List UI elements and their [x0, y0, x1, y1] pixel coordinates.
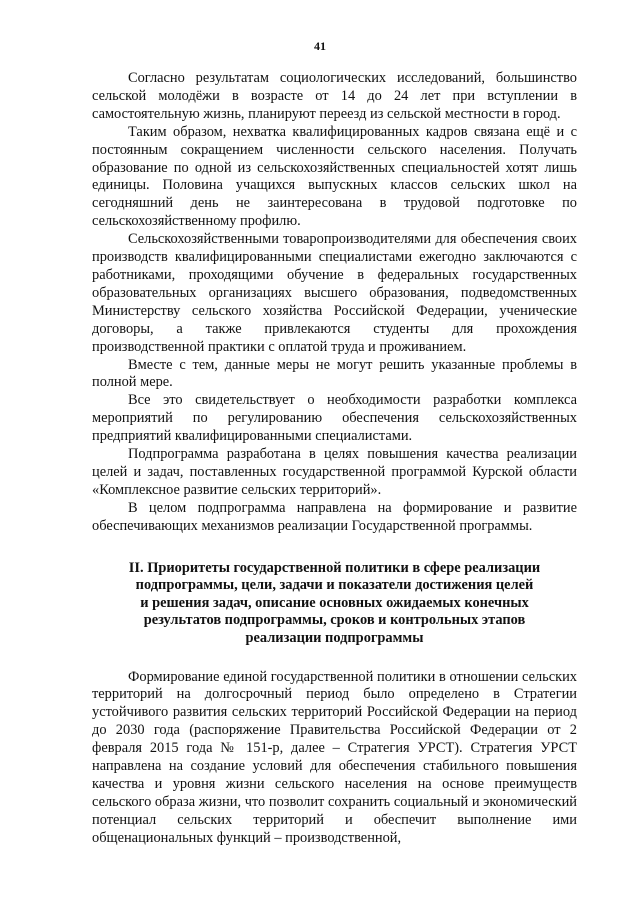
section-heading-line: подпрограммы, цели, задачи и показатели достижения целей [135, 577, 534, 594]
paragraph: Согласно результатам социологических исследований, большинство сельской молодёжи в возрасте от 14 до 24 лет при вступлении в самостоятельную жизнь, планируют переезд из сельской местности в город. [92, 70, 577, 122]
section-heading-line: II. Приоритеты государственной политики в сфере реализации [128, 559, 541, 576]
section-heading-line: и решения задач, описание основных ожидаемых конечных [140, 594, 529, 611]
document-body [92, 70, 577, 848]
page-number: 41 [314, 39, 326, 53]
paragraph: Формирование единой государственной политики в отношении сельских территорий на долгосрочный период было определено в Стратегии устойчивого развития сельских территорий Российской Федерации на период до 2030 года (распоряжение Правительства Российской Федерации от 2 февраля 2015 года № 151-р, далее – Стратегия УРСТ). Стратегия УРСТ направлена на создание условий для обеспечения стабильного повышения качества и уровня жизни сельского населения на основе преимуществ сельского образа жизни, что позволит сохранить социальный и экономический потенциал сельских территорий и обеспечит выполнение ими общенациональных функций – производственной, [92, 668, 577, 846]
section-heading [92, 560, 577, 648]
paragraph: Таким образом, нехватка квалифицированных кадров связана ещё и с постоянным сокращением численности сельского населения. Получать образование по одной из сельскохозяйственных специальностей хотят лишь единицы. Половина учащихся выпускных классов сельских школ на сегодняшний день не заинтересована в трудовой подготовке по сельскохозяйственному профилю. [92, 123, 577, 230]
paragraph: Сельскохозяйственными товаропроизводителями для обеспечения своих производств квалифицированными специалистами ежегодно заключаются с работниками, проходящими обучение в федеральных государственных образовательных организациях высшего образования, подведомственных Министерству сельского хозяйства Российской Федерации, ученические договоры, а также привлекаются студенты для прохождения производственной практики с оплатой труда и проживанием. [92, 231, 577, 355]
paragraph: Подпрограмма разработана в целях повышения качества реализации целей и задач, поставленных государственной программой Курской области «Комплексное развитие сельских территорий». [92, 446, 577, 498]
paragraph: Вместе с тем, данные меры не могут решить указанные проблемы в полной мере. [92, 356, 577, 391]
section-heading-line: реализации подпрограммы [245, 629, 424, 646]
paragraph: В целом подпрограмма направлена на формирование и развитие обеспечивающих механизмов реализации Государственной программы. [92, 499, 577, 534]
section-heading-line: результатов подпрограммы, сроков и контрольных этапов [143, 612, 526, 629]
paragraph: Все это свидетельствует о необходимости разработки комплекса мероприятий по регулированию обеспечения сельскохозяйственных предприятий квалифицированными специалистами. [92, 392, 577, 445]
